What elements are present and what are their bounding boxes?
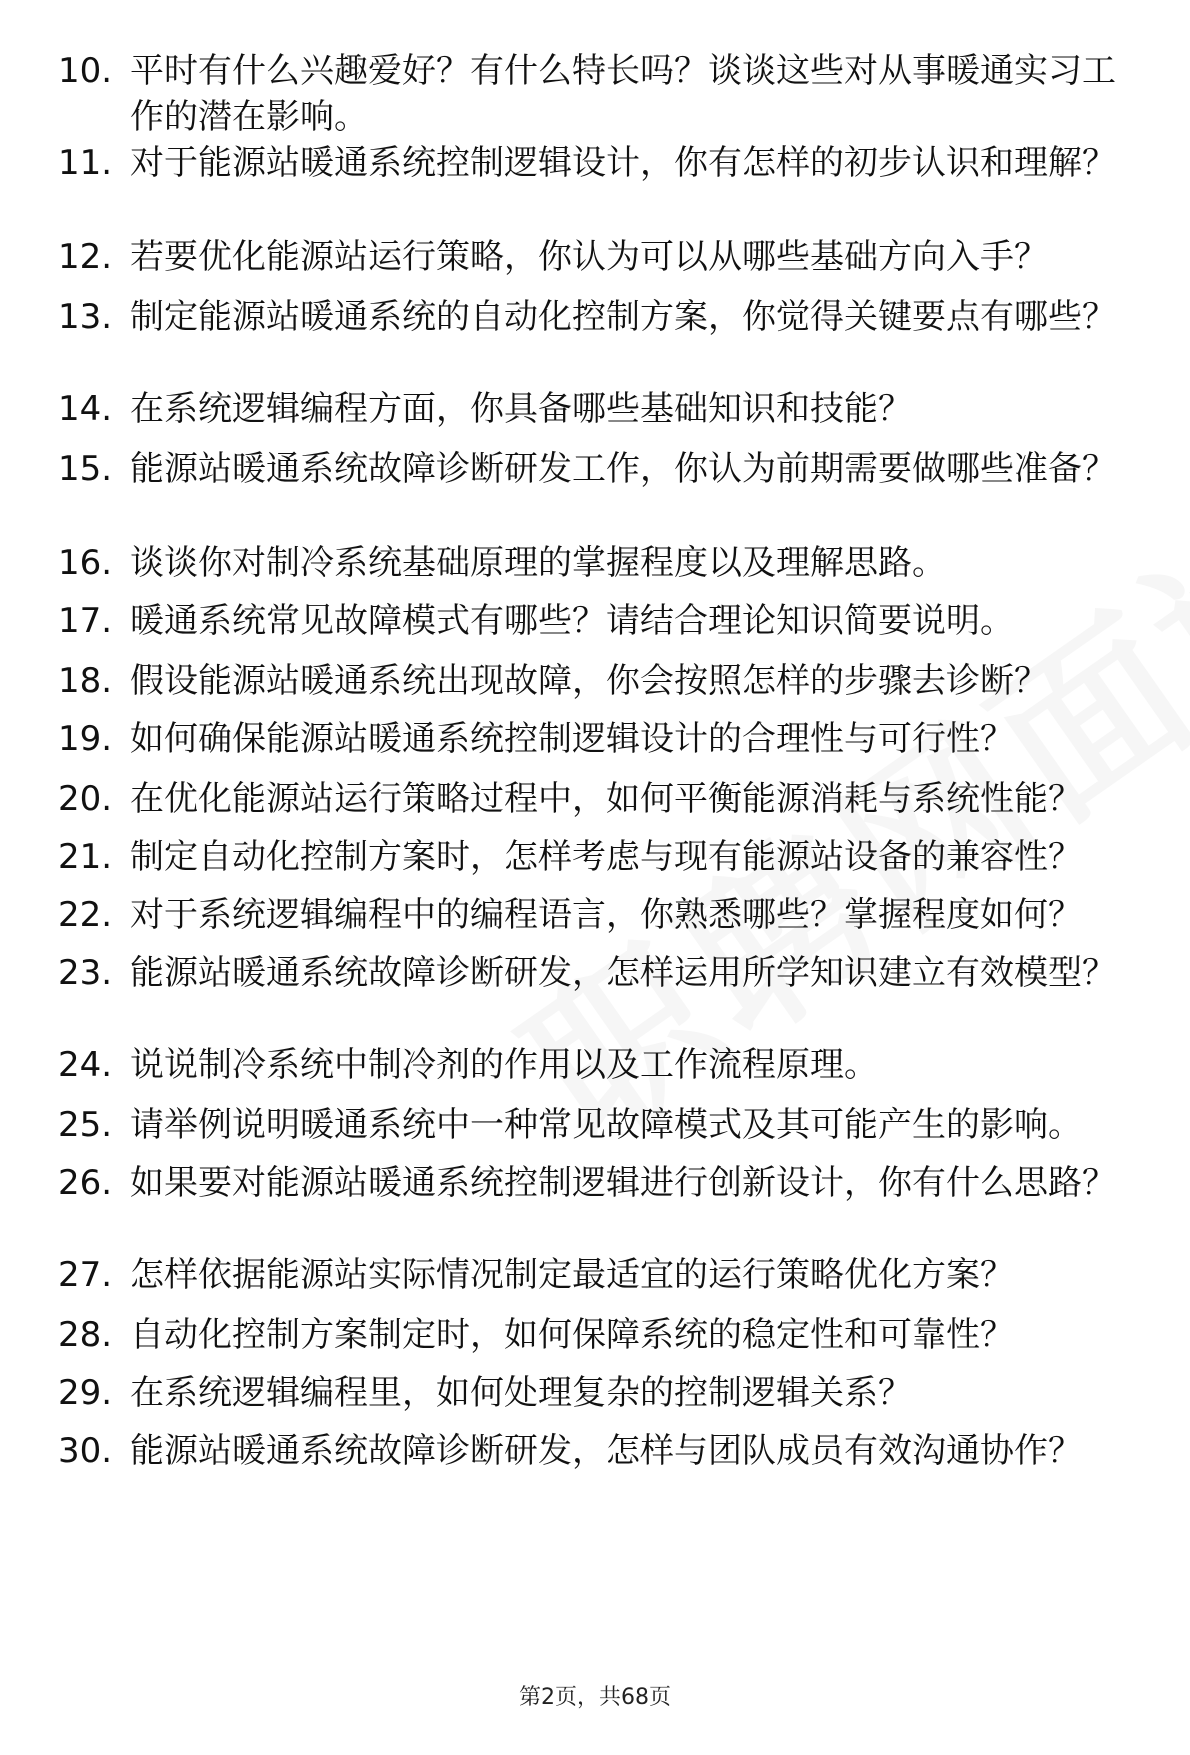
page-footer: 第2页，共68页 xyxy=(519,1685,671,1710)
question-item xyxy=(58,1428,1158,1474)
question-number: 17. xyxy=(58,601,113,641)
question-number: 24. xyxy=(58,1045,113,1085)
question-number: 10. xyxy=(58,51,113,91)
question-item xyxy=(58,140,1158,186)
question-text: 若要优化能源站运行策略，你认为可以从哪些基础方向入手？ xyxy=(130,237,1048,277)
question-text: 自动化控制方案制定时，如何保障系统的稳定性和可靠性？ xyxy=(130,1315,1014,1355)
question-number: 16. xyxy=(58,543,113,583)
question-text: 在系统逻辑编程里，如何处理复杂的控制逻辑关系？ xyxy=(130,1373,912,1413)
question-text: 如何确保能源站暖通系统控制逻辑设计的合理性与可行性？ xyxy=(130,719,1014,759)
question-number: 18. xyxy=(58,661,113,701)
question-text: 如果要对能源站暖通系统控制逻辑进行创新设计，你有什么思路？ xyxy=(130,1163,1116,1203)
question-text: 平时有什么兴趣爱好？有什么特长吗？谈谈这些对从事暖通实习工作的潜在影响。 xyxy=(130,51,1116,137)
question-number: 14. xyxy=(58,389,113,429)
question-number: 28. xyxy=(58,1315,113,1355)
question-text: 对于系统逻辑编程中的编程语言，你熟悉哪些？掌握程度如何？ xyxy=(130,895,1082,935)
question-item xyxy=(58,776,1158,822)
question-text: 谈谈你对制冷系统基础原理的掌握程度以及理解思路。 xyxy=(130,543,946,583)
question-text: 在系统逻辑编程方面，你具备哪些基础知识和技能？ xyxy=(130,389,912,429)
question-item xyxy=(58,598,1158,644)
question-text: 对于能源站暖通系统控制逻辑设计，你有怎样的初步认识和理解？ xyxy=(130,143,1116,183)
question-number: 15. xyxy=(58,449,113,489)
question-item xyxy=(58,386,1158,432)
question-number: 11. xyxy=(58,143,113,183)
question-number: 30. xyxy=(58,1431,113,1471)
question-item xyxy=(58,1312,1158,1358)
question-item xyxy=(58,950,1158,996)
question-text: 制定自动化控制方案时，怎样考虑与现有能源站设备的兼容性？ xyxy=(130,837,1082,877)
question-number: 19. xyxy=(58,719,113,759)
question-item xyxy=(58,540,1158,586)
question-item xyxy=(58,48,1158,140)
question-item xyxy=(58,658,1158,704)
question-item xyxy=(58,294,1158,340)
question-number: 13. xyxy=(58,297,113,337)
question-number: 20. xyxy=(58,779,113,819)
question-item xyxy=(58,834,1158,880)
question-number: 25. xyxy=(58,1105,113,1145)
question-number: 29. xyxy=(58,1373,113,1413)
question-item xyxy=(58,716,1158,762)
question-number: 23. xyxy=(58,953,113,993)
question-item xyxy=(58,1102,1158,1148)
question-text: 怎样依据能源站实际情况制定最适宜的运行策略优化方案？ xyxy=(130,1255,1014,1295)
question-text: 暖通系统常见故障模式有哪些？请结合理论知识简要说明。 xyxy=(130,601,1014,641)
question-item xyxy=(58,234,1158,280)
question-item xyxy=(58,892,1158,938)
question-number: 22. xyxy=(58,895,113,935)
question-text: 制定能源站暖通系统的自动化控制方案，你觉得关键要点有哪些？ xyxy=(130,297,1116,337)
question-text: 能源站暖通系统故障诊断研发工作，你认为前期需要做哪些准备？ xyxy=(130,449,1116,489)
question-number: 12. xyxy=(58,237,113,277)
question-item xyxy=(58,446,1158,492)
question-text: 请举例说明暖通系统中一种常见故障模式及其可能产生的影响。 xyxy=(130,1105,1082,1145)
question-number: 21. xyxy=(58,837,113,877)
question-item xyxy=(58,1042,1158,1088)
question-text: 假设能源站暖通系统出现故障，你会按照怎样的步骤去诊断？ xyxy=(130,661,1048,701)
question-item xyxy=(58,1252,1158,1298)
question-text: 能源站暖通系统故障诊断研发，怎样与团队成员有效沟通协作？ xyxy=(130,1431,1082,1471)
question-number: 27. xyxy=(58,1255,113,1295)
question-item xyxy=(58,1160,1158,1206)
question-text: 在优化能源站运行策略过程中，如何平衡能源消耗与系统性能？ xyxy=(130,779,1082,819)
question-text: 说说制冷系统中制冷剂的作用以及工作流程原理。 xyxy=(130,1045,878,1085)
question-number: 26. xyxy=(58,1163,113,1203)
question-item xyxy=(58,1370,1158,1416)
question-text: 能源站暖通系统故障诊断研发，怎样运用所学知识建立有效模型？ xyxy=(130,953,1116,993)
